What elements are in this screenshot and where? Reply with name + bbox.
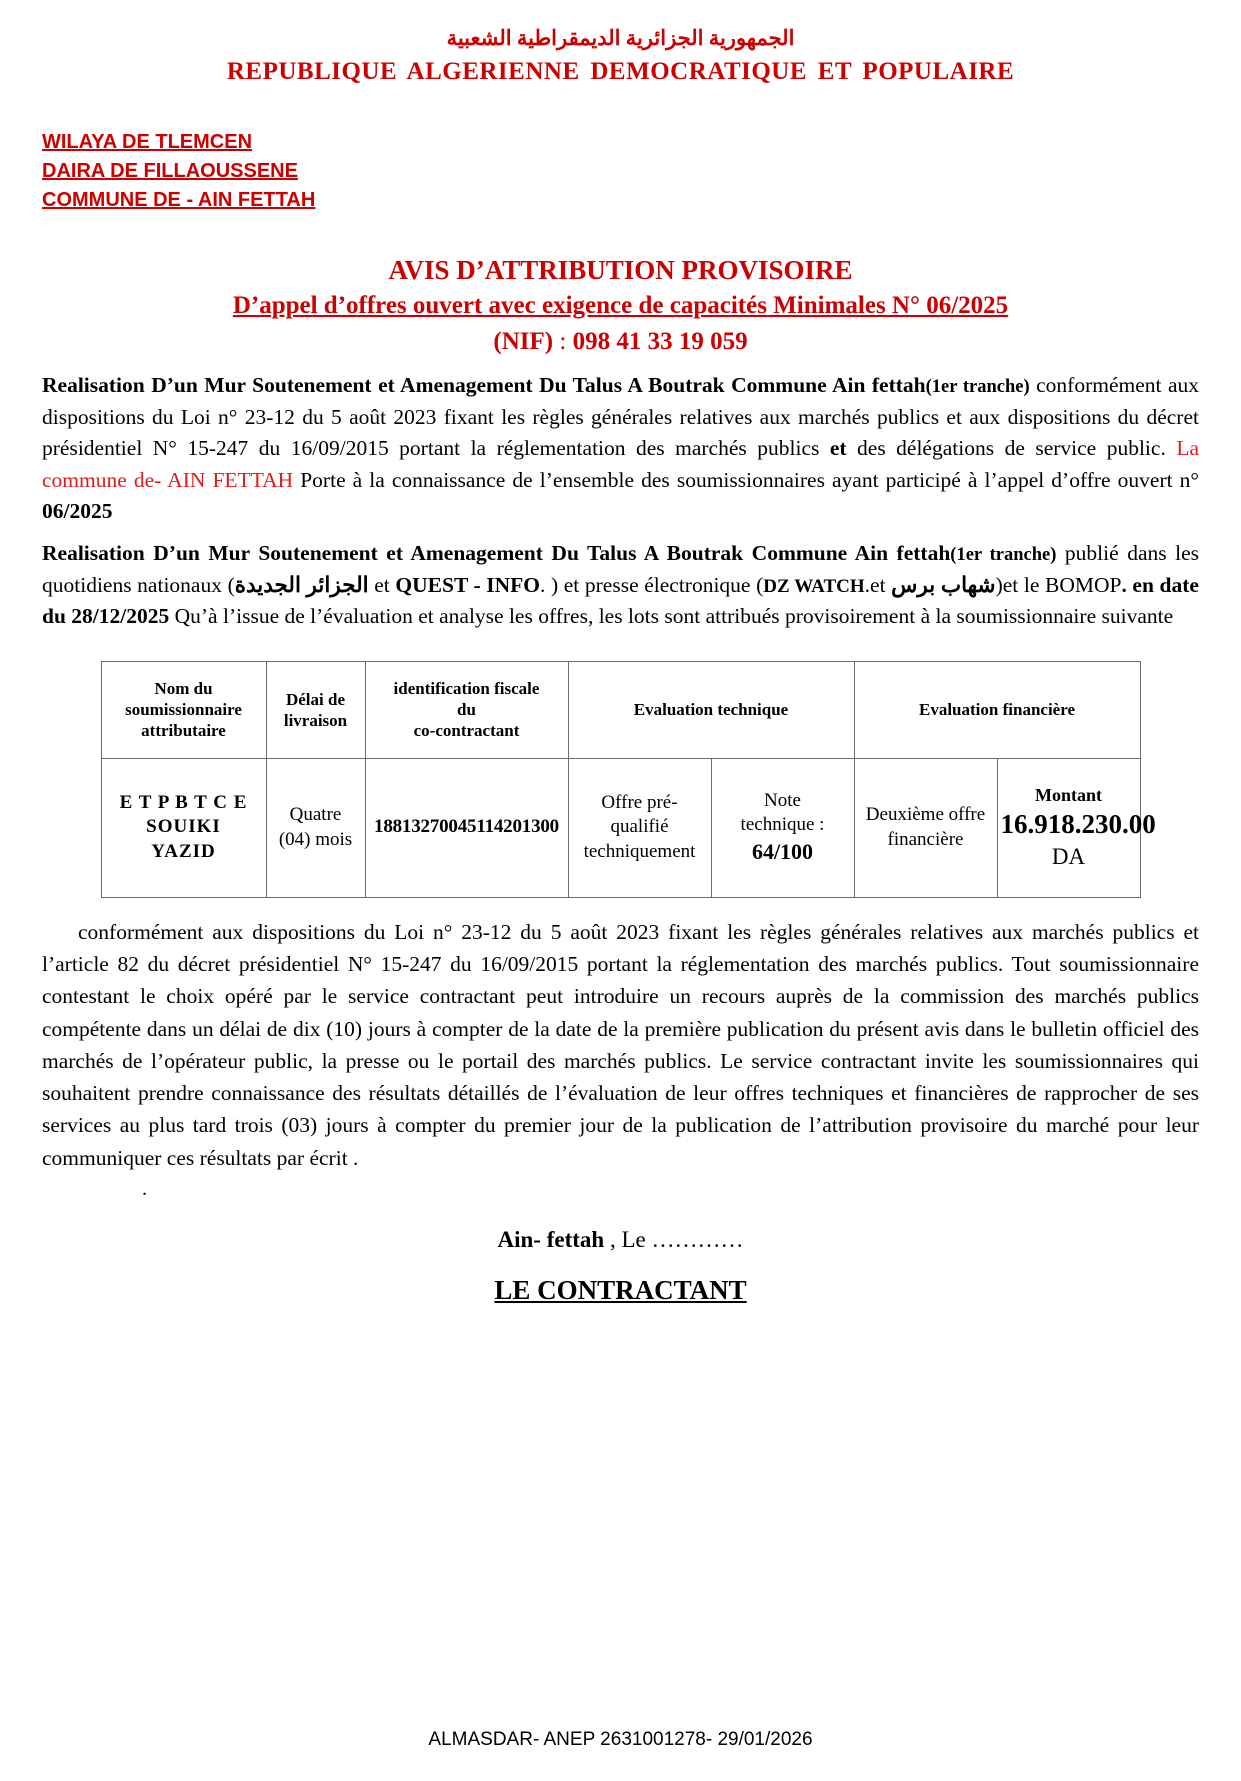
td-note-label-1: Note — [764, 789, 801, 811]
td-note-label-2: technique : — [740, 814, 825, 836]
td-tech-line3: techniquement — [583, 841, 696, 863]
nif-line — [42, 328, 1199, 356]
table-row — [101, 758, 1140, 897]
body-p1-text-b: des délégations de service public. — [846, 436, 1177, 461]
newspaper-quest-info: QUEST - INFO — [395, 572, 541, 597]
body-p1-text-a: conformément aux dispositions du Loi n° 23-12 du 5 août 2023 fixant les règles générales relatives aux marchés publics et aux dispositions du décret présidentiel N° 15-247 du 16/09/2015 portant la réglementation des marchés publics — [42, 373, 1200, 461]
project-tranche-1: (1er tranche) — [925, 377, 1030, 397]
th-nom-line3: attributaire — [141, 721, 226, 741]
body-p2-text-f: Qu’à l’issue de l’évaluation et analyse les offres, les lots sont attribués provisoirement à la soumissionnaire suivante — [169, 604, 1174, 629]
closing-dot: . — [142, 1177, 147, 1200]
footer-anep: ALMASDAR- ANEP 2631001278- 29/01/2026 — [428, 1729, 813, 1750]
th-nom-line2: soumissionnaire — [125, 700, 242, 720]
body-paragraph-2 — [42, 538, 1199, 633]
th-delai-line1: Délai de — [285, 689, 346, 709]
document-page — [0, 26, 1241, 1781]
table-header-row — [101, 661, 1140, 758]
notice-subtitle: D’appel d’offres ouvert avec exigence de capacités Minimales N° 06/2025 — [232, 292, 1009, 319]
td-montant-label: Montant — [1035, 784, 1102, 805]
th-nif-line3: co-contractant — [413, 721, 520, 741]
body-p2-text-b: et — [368, 572, 396, 597]
media-arabic-2: شهاب برس — [891, 572, 996, 597]
commune-highlight: La commune de- AIN FETTAH — [42, 436, 1199, 492]
body-p1-et: et — [829, 436, 847, 461]
td-tech-line2: qualifié — [610, 816, 669, 838]
body-p1-text-c: Porte à la connaissance de l’ensemble des soumissionnaires ayant participé à l’appel d’offre ouvert n° — [293, 467, 1199, 492]
admin-line-wilaya: WILAYA DE TLEMCEN — [42, 131, 253, 153]
td-nom-line2: SOUIKI — [146, 816, 221, 838]
notice-title: AVIS D’ATTRIBUTION PROVISOIRE — [388, 255, 853, 285]
td-montant — [997, 758, 1156, 897]
nif-value: 098 41 33 19 059 — [572, 328, 748, 355]
signature-place-suffix: , Le ………… — [604, 1226, 744, 1252]
newspaper-arabic-1: الجزائر الجديدة — [234, 572, 369, 597]
french-republic-heading: REPUBLIQUE ALGERIENNE DEMOCRATIQUE ET POPULAIRE — [226, 58, 1015, 85]
th-identification-fiscale — [365, 661, 568, 758]
th-evaluation-financiere: Evaluation financière — [854, 661, 1140, 758]
td-nom-soumissionnaire — [101, 758, 266, 897]
td-montant-value: 16.918.230.00 — [1000, 808, 1156, 839]
body-p2-text-e: )et le BOMOP — [995, 572, 1122, 597]
th-nif-line1: identification fiscale — [393, 678, 540, 698]
body-p2-text-c: . ) et presse électronique ( — [540, 572, 764, 597]
td-nom-line3: YAZID — [151, 841, 216, 863]
td-identification-fiscale: 18813270045114201300 — [365, 758, 568, 897]
td-delai-line1: Quatre — [289, 804, 342, 826]
admin-line-commune: COMMUNE DE - AIN FETTAH — [42, 189, 316, 211]
body-p2-text-a: publié dans les quotidiens nationaux ( — [42, 540, 1200, 597]
award-table-body — [101, 758, 1156, 897]
th-nom-soumissionnaire — [101, 661, 266, 758]
award-table — [101, 661, 1156, 898]
th-nif-line2: du — [457, 700, 476, 720]
td-delai-livraison — [266, 758, 365, 897]
media-dz-watch: DZ WATCH — [763, 575, 865, 597]
td-tech-line1: Offre pré- — [601, 791, 678, 813]
award-table-head — [101, 661, 1140, 758]
th-delai-livraison — [266, 661, 365, 758]
nif-label: (NIF) — [493, 328, 554, 355]
bomop-date: . en date du 28/12/2025 — [42, 572, 1199, 629]
signature-place: Ain- fettah — [497, 1226, 605, 1252]
td-note-technique — [711, 758, 854, 897]
th-nom-line1: Nom du — [154, 678, 213, 698]
nif-separator: : — [553, 328, 573, 355]
td-offre-prequalifiee — [568, 758, 711, 897]
td-nom-line1: E T P B T C E — [119, 791, 248, 813]
closing-paragraph: conformément aux dispositions du Loi n° 23-12 du 5 août 2023 fixant les règles générales relatives aux marchés publics et l’article 82 du décret présidentiel N° 15-247 du 16/09/2015 portant la réglementation des marchés publics. Tout soumissionnaire contestant le choix opéré par le service contractant peut introduire un recours auprès de la commission des marchés publics compétente dans un délai de dix (10) jours à compter de la date de la première publication du présent avis dans le bulletin officiel des marchés de l’opérateur public, la presse ou le portail des marchés publics. Le service contractant invite les soumissionnaires qui souhaitent prendre connaissance des résultats détaillés de l’évaluation de leur offres techniques et financières de rapprocher de ses services au plus tard trois (03) jours à compter du premier jour de la publication de l’attribution provisoire du marché pour leur communiquer ces résultats par écrit . — [42, 919, 1199, 1170]
tender-number: 06/2025 — [42, 499, 113, 524]
project-title-2: Realisation D’un Mur Soutenement et Amenagement Du Talus A Boutrak Commune Ain fettah — [42, 540, 951, 565]
td-delai-line2: (04) mois — [278, 828, 353, 850]
td-montant-currency: DA — [1051, 844, 1086, 870]
td-note-value: 64/100 — [751, 839, 814, 865]
td-rang-line1: Deuxième offre — [865, 804, 986, 826]
arabic-republic-heading: الجمهورية الجزائرية الديمقراطية الشعبية — [446, 26, 795, 50]
signature-title: LE CONTRACTANT — [494, 1274, 747, 1305]
body-p2-text-d: .et — [864, 572, 892, 597]
td-montant-line — [1000, 807, 1156, 872]
body-paragraph-1 — [42, 370, 1199, 528]
admin-line-daira: DAIRA DE FILLAOUSSENE — [42, 160, 298, 182]
td-rang-financier — [854, 758, 997, 897]
td-rang-line2: financière — [887, 828, 964, 850]
project-title-1: Realisation D’un Mur Soutenement et Amenagement Du Talus A Boutrak Commune Ain fettah — [42, 373, 926, 397]
administrative-block — [42, 128, 1199, 215]
project-tranche-2: (1er tranche) — [950, 544, 1057, 565]
th-delai-line2: livraison — [283, 710, 348, 730]
signature-place-line — [42, 1227, 1199, 1253]
th-evaluation-technique: Evaluation technique — [568, 661, 854, 758]
